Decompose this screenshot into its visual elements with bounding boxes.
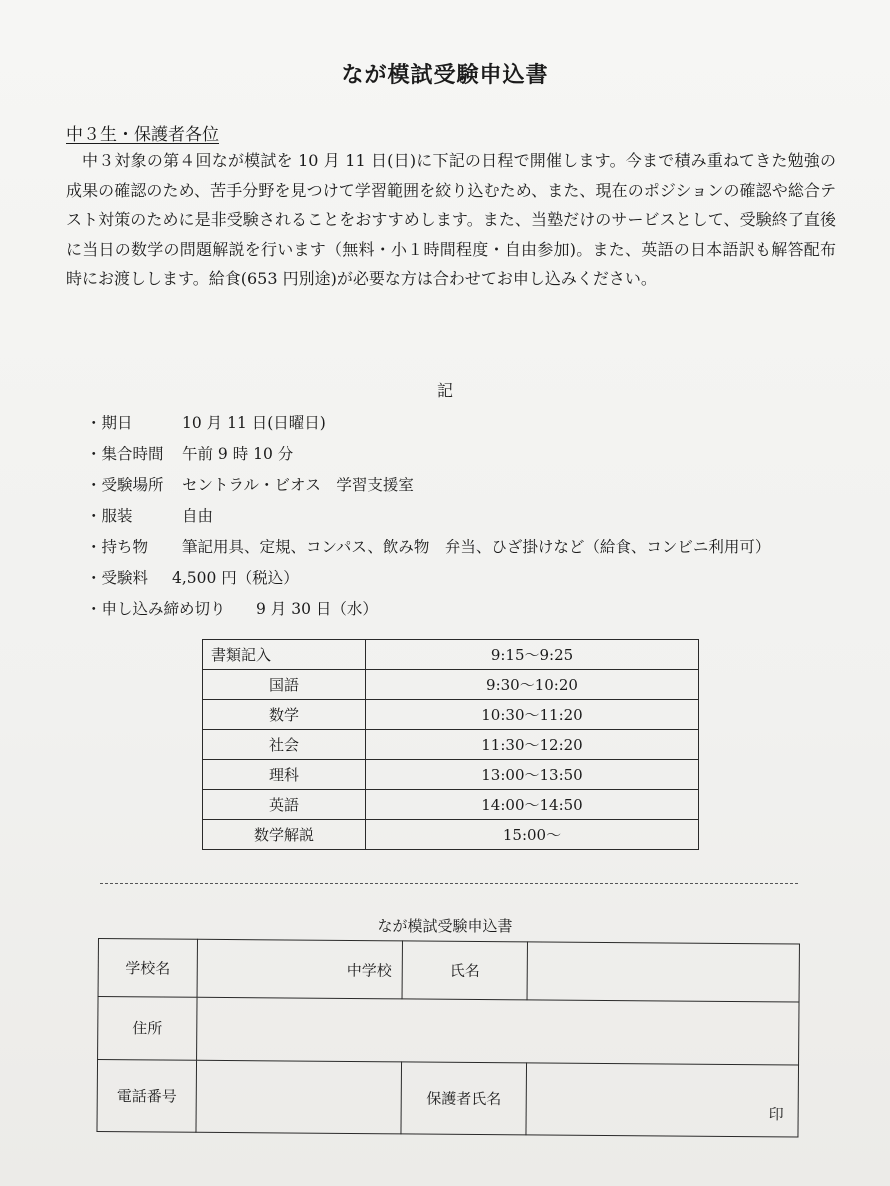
name-label: 氏名: [402, 941, 527, 1000]
table-row: [203, 760, 699, 790]
detail-venue: [86, 470, 770, 501]
detail-fee: [86, 563, 770, 594]
table-row: [203, 790, 699, 820]
page-title: なが模試受験申込書: [341, 62, 549, 88]
detail-label: ・持ち物: [86, 538, 149, 556]
detail-date: [86, 408, 770, 439]
schedule-time: 11:30～12:20: [366, 730, 699, 760]
address-field[interactable]: [197, 998, 799, 1065]
body-paragraph: [66, 146, 836, 294]
schedule-time: 13:00～13:50: [366, 760, 699, 790]
schedule-time: 9:30～10:20: [366, 670, 699, 700]
name-field[interactable]: [527, 942, 799, 1002]
schedule-subject: 社会: [203, 730, 366, 760]
schedule-subject: 数学解説: [203, 820, 366, 850]
detail-dress: [86, 501, 770, 532]
table-row: [203, 640, 699, 670]
detail-label: ・受験場所: [86, 476, 164, 494]
table-row: [203, 700, 699, 730]
table-row: [203, 730, 699, 760]
schedule-time: 10:30～11:20: [366, 700, 699, 730]
guardian-field[interactable]: [526, 1062, 799, 1137]
body-text: 中３対象の第４回なが模試を 10 月 11 日(日)に下記の日程で開催します。今まで積み重ねてきた勉強の成果の確認のため、苦手分野を見つけて学習範囲を絞り込むため、また、現在のポジションの確認や総合テスト対策のために是非受験されることをおすすめします。また、当塾だけのサービスとして、受験終了直後に当日の数学の問題解説を行います（無料・小１時間程度・自由参加)。また、英語の日本語訳も解答配布時にお渡しします。給食(653 円別途)が必要な方は合わせてお申し込みください。: [66, 151, 836, 288]
detail-value: 自由: [182, 507, 214, 525]
schedule-subject: 理科: [203, 760, 366, 790]
school-suffix: 中学校: [346, 961, 392, 980]
phone-field[interactable]: [196, 1060, 402, 1134]
detail-value: 4,500 円（税込）: [172, 569, 299, 587]
detail-label: ・申し込み締め切り: [86, 600, 226, 618]
schedule-time: 15:00～: [366, 820, 699, 850]
detail-label: ・期日: [86, 414, 133, 432]
application-form: [96, 938, 800, 1138]
schedule-subject: 国語: [203, 670, 366, 700]
details-list: [86, 408, 770, 625]
table-row: [203, 820, 699, 850]
table-row: [203, 670, 699, 700]
detail-label: ・集合時間: [86, 445, 164, 463]
phone-label: 電話番号: [97, 1059, 197, 1132]
guardian-label: 保護者氏名: [401, 1061, 527, 1134]
salutation: 中３生・保護者各位: [66, 125, 219, 145]
detail-label: ・服装: [86, 507, 133, 525]
detail-deadline: [86, 594, 770, 625]
ki-heading: 記: [436, 381, 453, 400]
detail-value: セントラル・ビオス 学習支援室: [182, 476, 414, 494]
schedule-subject: 数学: [203, 700, 366, 730]
detail-label: ・受験料: [86, 569, 149, 587]
schedule-subject: 英語: [203, 790, 366, 820]
detail-value: 9 月 30 日（水）: [256, 600, 378, 618]
detail-meeting-time: [86, 439, 770, 470]
schedule-time: 9:15～9:25: [366, 640, 699, 670]
address-label: 住所: [98, 997, 197, 1060]
form-title: なが模試受験申込書: [377, 917, 513, 935]
school-label: 学校名: [98, 939, 197, 998]
detail-value: 午前 9 時 10 分: [182, 445, 294, 463]
school-field[interactable]: [197, 939, 402, 999]
cut-line: [100, 883, 798, 884]
schedule-subject: 書類記入: [203, 640, 366, 670]
detail-belongings: [86, 532, 770, 563]
seal-mark: 印: [768, 1105, 784, 1124]
detail-value: 筆記用具、定規、コンパス、飲み物 弁当、ひざ掛けなど（給食、コンビニ利用可）: [182, 538, 771, 556]
detail-value: 10 月 11 日(日曜日): [182, 414, 326, 432]
schedule-table: [202, 639, 699, 850]
schedule-time: 14:00～14:50: [366, 790, 699, 820]
